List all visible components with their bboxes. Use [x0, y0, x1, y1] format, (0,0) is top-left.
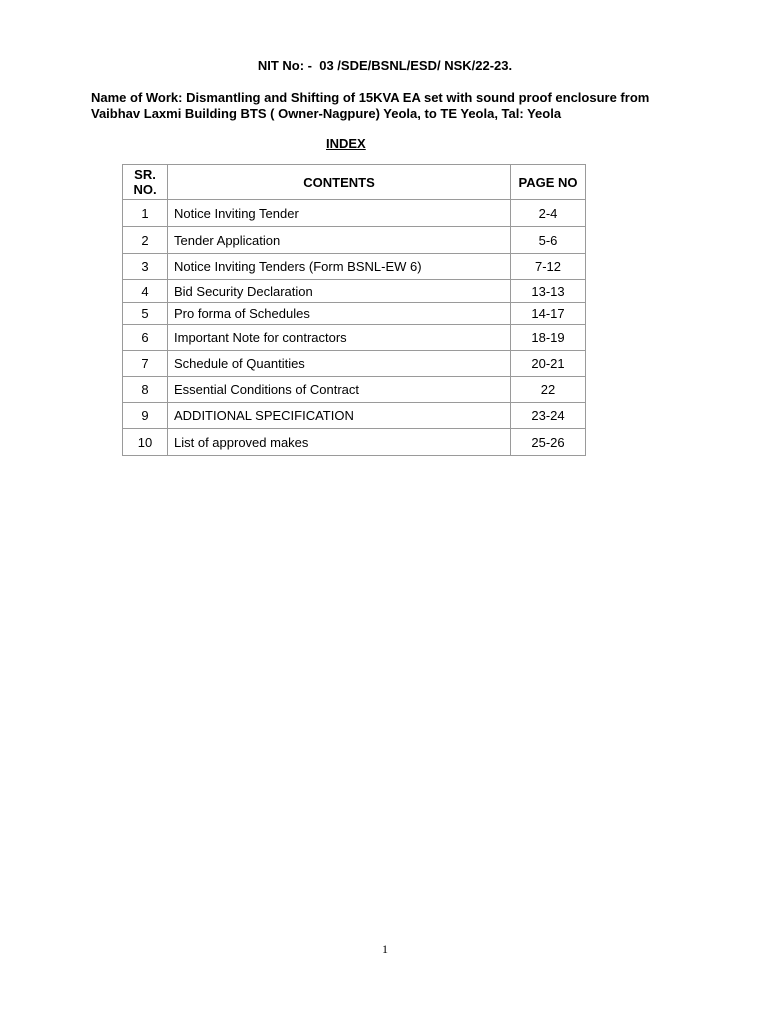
- table-row: [123, 403, 586, 429]
- index-title: INDEX: [326, 136, 366, 151]
- row-sr: 4: [123, 280, 168, 303]
- index-table: [122, 164, 586, 456]
- name-of-work-line-2: Vaibhav Laxmi Building BTS ( Owner-Nagpure) Yeola, to TE Yeola, Tal: Yeola: [91, 106, 562, 121]
- row-page: 25-26: [511, 429, 586, 456]
- row-page: 23-24: [511, 403, 586, 429]
- table-header-row: [123, 165, 586, 200]
- row-sr: 6: [123, 325, 168, 351]
- table-row: [123, 429, 586, 456]
- table-row: [123, 351, 586, 377]
- row-page: 5-6: [511, 227, 586, 254]
- nit-number: NIT No: - 03 /SDE/BSNL/ESD/ NSK/22-23.: [257, 58, 513, 73]
- row-content: Tender Application: [168, 227, 511, 254]
- row-page: 14-17: [511, 303, 586, 325]
- table-row: [123, 325, 586, 351]
- row-content: Pro forma of Schedules: [168, 303, 511, 325]
- row-content: Schedule of Quantities: [168, 351, 511, 377]
- row-content: Bid Security Declaration: [168, 280, 511, 303]
- row-content: Important Note for contractors: [168, 325, 511, 351]
- header-sr-no: [123, 165, 168, 200]
- row-page: 20-21: [511, 351, 586, 377]
- table-row: [123, 254, 586, 280]
- row-page: 2-4: [511, 200, 586, 227]
- row-page: 7-12: [511, 254, 586, 280]
- row-content: ADDITIONAL SPECIFICATION: [168, 403, 511, 429]
- row-sr: 10: [123, 429, 168, 456]
- row-content: Notice Inviting Tender: [168, 200, 511, 227]
- row-page: 22: [511, 377, 586, 403]
- header-sr-line1: SR.: [134, 167, 156, 182]
- row-sr: 2: [123, 227, 168, 254]
- row-sr: 5: [123, 303, 168, 325]
- row-sr: 9: [123, 403, 168, 429]
- table-row: [123, 280, 586, 303]
- table-row: [123, 200, 586, 227]
- table-row: [123, 227, 586, 254]
- row-content: Essential Conditions of Contract: [168, 377, 511, 403]
- row-sr: 7: [123, 351, 168, 377]
- row-sr: 1: [123, 200, 168, 227]
- name-of-work-line-1: Name of Work: Dismantling and Shifting of 15KVA EA set with sound proof enclosure from: [91, 90, 650, 105]
- row-page: 13-13: [511, 280, 586, 303]
- table-row: [123, 303, 586, 325]
- header-page-no: PAGE NO: [511, 165, 586, 200]
- row-content: List of approved makes: [168, 429, 511, 456]
- row-page: 18-19: [511, 325, 586, 351]
- header-contents: CONTENTS: [168, 165, 511, 200]
- table-row: [123, 377, 586, 403]
- row-content: Notice Inviting Tenders (Form BSNL-EW 6): [168, 254, 511, 280]
- row-sr: 8: [123, 377, 168, 403]
- header-sr-line2: NO.: [133, 182, 157, 197]
- page-number: 1: [382, 942, 388, 956]
- row-sr: 3: [123, 254, 168, 280]
